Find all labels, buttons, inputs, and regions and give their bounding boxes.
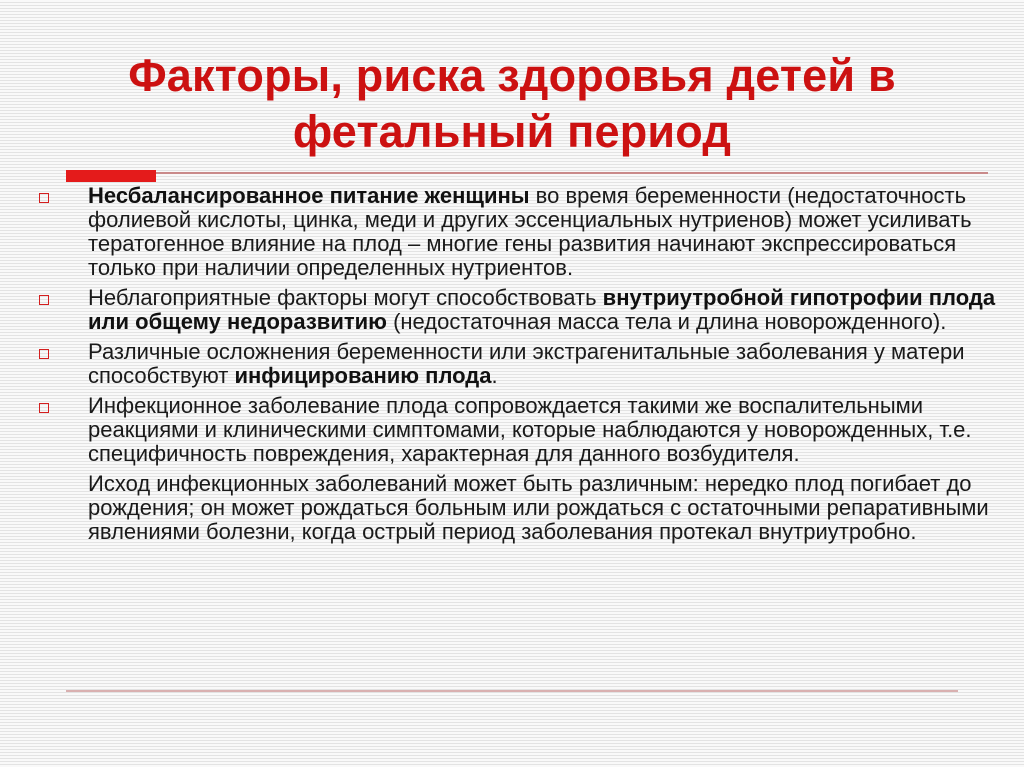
bullet-plain-text: Инфекционное заболевание плода сопровождается такими же воспалительными реакциями и клиническими симптомами, которые наблюдаются у новорожденных, т.е. специфичность повреждения, характерная для данного возбудителя. [88,393,972,466]
hollow-square-icon [39,295,49,305]
bullet-item-infection [36,340,1008,388]
bullet-plain-text: (недостаточная масса тела и длина новорожденного). [386,309,947,334]
title-divider-line [88,172,988,174]
bullet-text [88,285,995,334]
bullet-text [88,339,965,388]
bullet-plain-text: Неблагоприятные факторы могут способствовать [88,285,603,310]
bullet-bold-text: внутриутробной гипотрофии плода или общему недоразвитию [88,285,996,334]
hollow-square-icon [39,193,49,203]
bullet-plain-text: во время беременности (недостаточность фолиевой кислоты, цинка, меди и других эссенциальных нутриенов) может усиливать тератогенное влияние на плод – многие гены развития начинают экспрессироваться только при наличии определенных нутриентов. [88,183,972,280]
bullet-bold-text: инфицированию плода [234,363,492,388]
hollow-square-icon [39,349,49,359]
hollow-square-icon [39,403,49,413]
slide-body [36,184,1008,550]
bullet-bold-text: Несбалансированное питание женщины [88,183,530,208]
footer-divider-line [66,690,958,692]
title-accent-bar [66,170,156,182]
outcome-paragraph [36,472,1008,544]
bullet-item-hypotrophy [36,286,1008,334]
bullet-plain-text: Различные осложнения беременности или экстрагенитальные заболевания у матери способствуют [88,339,965,388]
bullet-item-infectious-disease [36,394,1008,466]
slide-title: Факторы, риска здоровья детей в фетальный период [128,50,896,157]
bullet-plain-text: . [491,363,498,388]
paragraph-text: Исход инфекционных заболеваний может быть различным: нередко плод погибает до рождения; он может рождаться больным или рождаться с остаточными репаративными явлениями болезни, когда острый период заболевания протекал внутриутробно. [88,471,989,544]
bullet-item-nutrition [36,184,1008,280]
bullet-text [88,183,972,280]
